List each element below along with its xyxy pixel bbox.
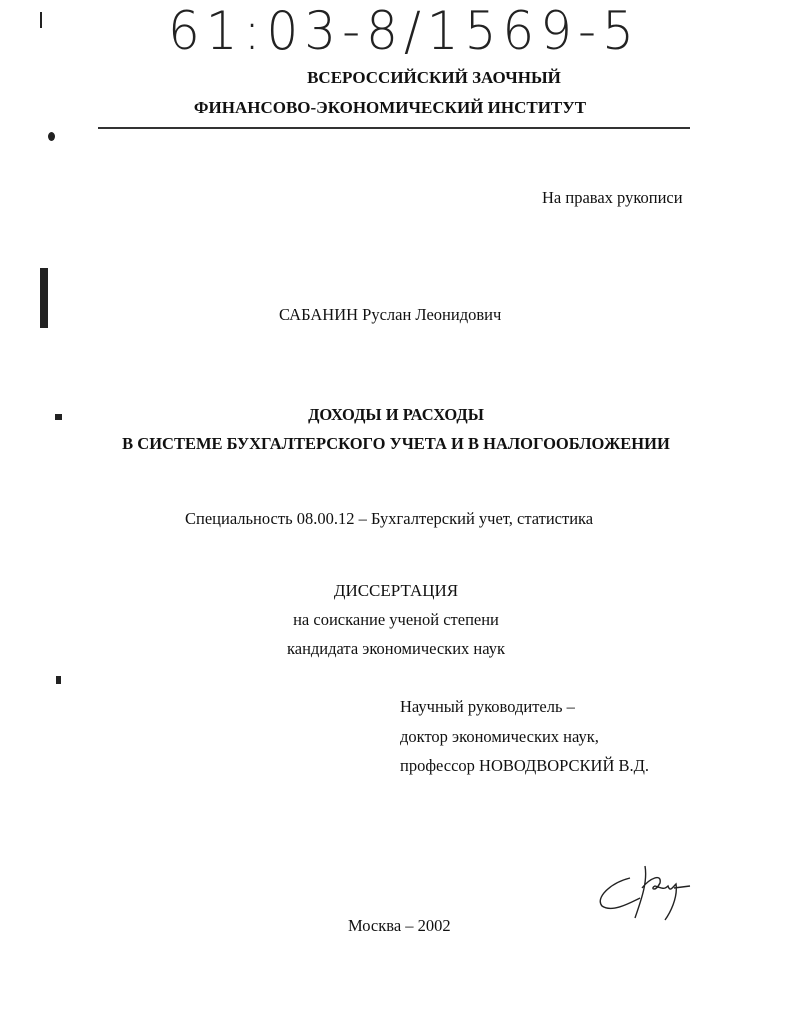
title-line-2: В СИСТЕМЕ БУХГАЛТЕРСКОГО УЧЕТА И В НАЛОГООБЛОЖЕНИИ [122,434,670,453]
rights-note: На правах рукописи [542,188,683,207]
work-type-line-2: кандидата экономических наук [286,639,505,658]
supervisor-line-3: профессор НОВОДВОРСКИЙ В.Д. [400,756,649,775]
work-type-heading: ДИССЕРТАЦИЯ [333,581,459,600]
signature [590,858,710,928]
scan-artifact [40,12,42,28]
scan-artifact [48,132,55,141]
scan-artifact [40,268,48,328]
supervisor-line-2: доктор экономических наук, [400,727,599,746]
scan-artifact [56,676,61,684]
supervisor-line-1: Научный руководитель – [400,697,575,716]
city-year: Москва – 2002 [348,916,451,935]
institute-line-2: ФИНАНСОВО-ЭКОНОМИЧЕСКИЙ ИНСТИТУТ [193,98,587,117]
scan-artifact [55,414,62,420]
handwritten-archive-number: 61:03-8/1569-5 [168,0,640,62]
title-line-1: ДОХОДЫ И РАСХОДЫ [308,405,484,424]
institute-line-1: ВСЕРОССИЙСКИЙ ЗАОЧНЫЙ [307,68,561,87]
specialty: Специальность 08.00.12 – Бухгалтерский учет, статистика [185,509,594,528]
work-type-line-1: на соискание ученой степени [293,610,499,629]
header-divider [98,127,690,129]
author-name: САБАНИН Руслан Леонидович [279,305,502,324]
